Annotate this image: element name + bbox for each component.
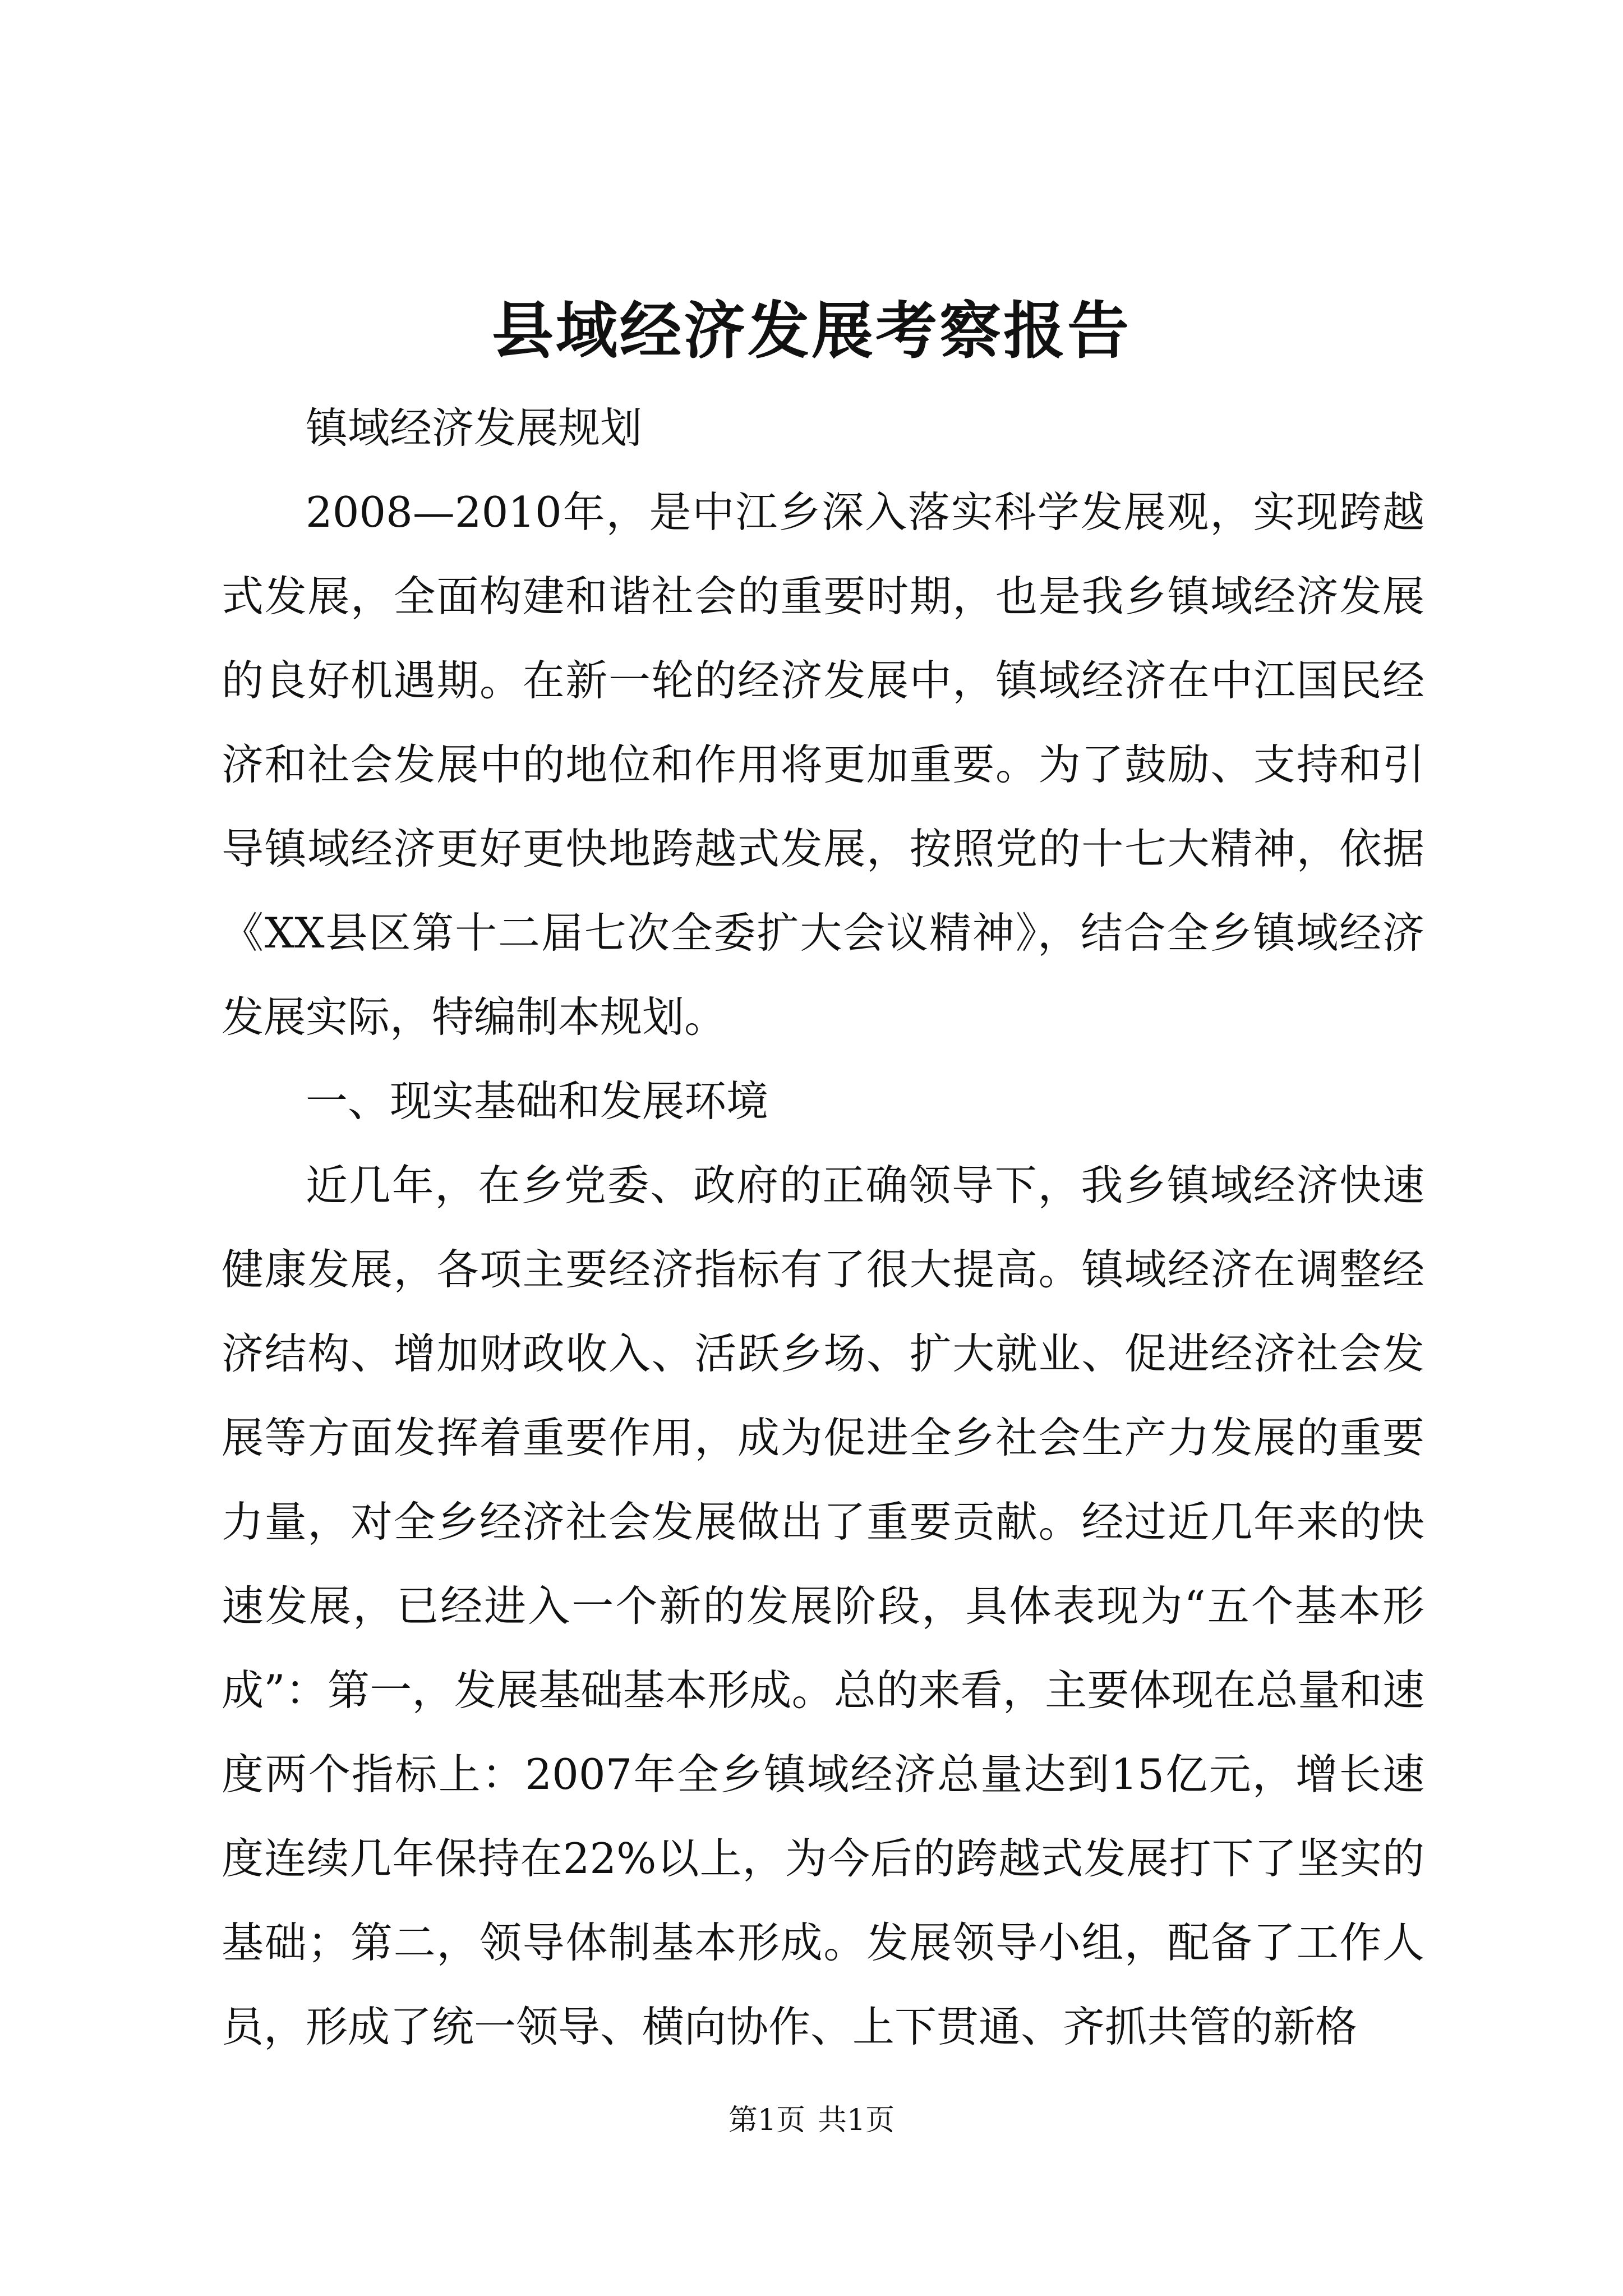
page-total: 共1页: [818, 2104, 895, 2137]
paragraph-basis: 近几年，在乡党委、政府的正确领导下，我乡镇域经济快速健康发展，各项主要经济指标有了很大提高。镇域经济在调整经济结构、增加财政收入、活跃乡场、扩大就业、促进经济社会发展等方面发挥着重要作用，成为促进全乡社会生产力发展的重要力量，对全乡经济社会发展做出了重要贡献。经过近几年来的快速发展，已经进入一个新的发展阶段，具体表现为“五个基本形成”：第一，发展基础基本形成。总的来看，主要体现在总量和速度两个指标上：2007年全乡镇域经济总量达到15亿元，增长速度连续几年保持在22%以上，为今后的跨越式发展打下了坚实的基础；第二，领导体制基本形成。发展领导小组，配备了工作人员，形成了统一领导、横向协作、上下贯通、齐抓共管的新格: [222, 1161, 1424, 2051]
document-body: [222, 386, 1424, 2069]
page-number: 第1页: [728, 2104, 805, 2137]
paragraph-intro: 2008—2010年，是中江乡深入落实科学发展观，实现跨越式发展，全面构建和谐社会的重要时期，也是我乡镇域经济发展的良好机遇期。在新一轮的经济发展中，镇域经济在中江国民经济和社会发展中的地位和作用将更加重要。为了鼓励、支持和引导镇域经济更好更快地跨越式发展，按照党的十七大精神，依据《XX县区第十二届七次全委扩大会议精神》，结合全乡镇域经济发展实际，特编制本规划。: [222, 487, 1424, 1042]
section-heading-basis: 一、现实基础和发展环境: [306, 1076, 769, 1126]
document-title: 县域经济发展考察报告: [492, 295, 1131, 367]
section-heading-plan: 镇域经济发展规划: [306, 403, 643, 453]
page-footer: [0, 2101, 1623, 2140]
